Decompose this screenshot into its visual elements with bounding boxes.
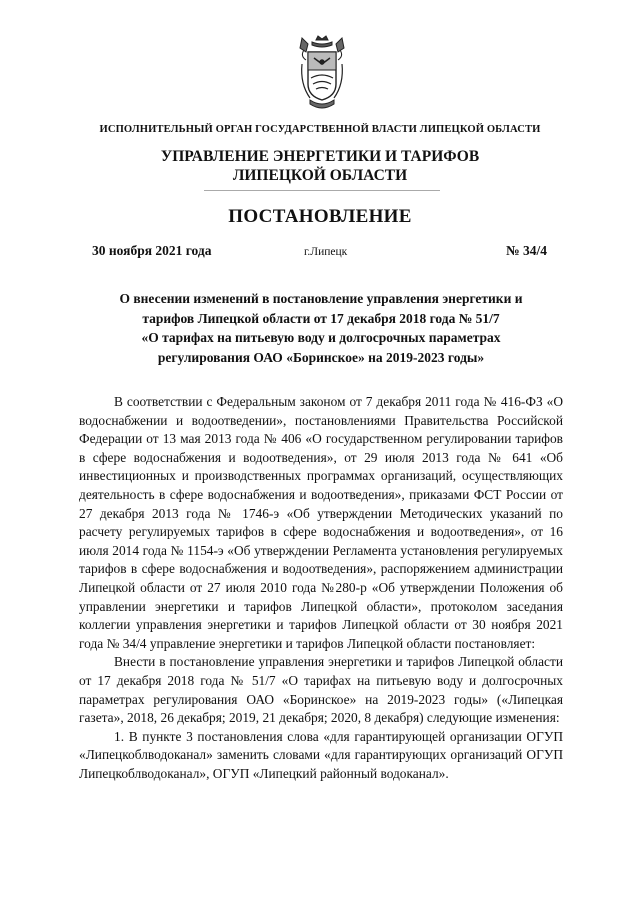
subject-line: регулирования ОАО «Боринское» на 2019-2023 годы»	[157, 349, 485, 365]
coat-of-arms-emblem	[296, 34, 348, 112]
subject-line: О внесении изменений в постановление управления энергетики и	[119, 291, 523, 306]
document-body	[79, 393, 563, 783]
body-paragraph: 1. В пункте 3 постановления слова «для гарантирующей организации ОГУП «Липецкоблводоканал» заменить словами «для гарантирующих организаций ОГУП Липецкоблводоканал», ОГУП «Липецкий районный водоканал».	[79, 728, 563, 781]
department-name	[0, 147, 640, 185]
body-paragraph: Внести в постановление управления энергетики и тарифов Липецкой области от 17 декабря 2018 года № 51/7 «О тарифах на питьевую воду и долгосрочных параметрах регулирования ОАО «Боринское» на 2019-2023 годы» («Липецкая газета», 2018, 26 декабря; 2019, 21 декабря; 2020, 8 декабря) следующие изменения:	[79, 654, 563, 726]
department-name-line: УПРАВЛЕНИЕ ЭНЕРГЕТИКИ И ТАРИФОВ	[160, 148, 480, 165]
header-divider	[204, 190, 440, 191]
document-type-title: ПОСТАНОВЛЕНИЕ	[228, 206, 412, 227]
document-city: г.Липецк	[304, 246, 348, 258]
document-number: № 34/4	[506, 243, 547, 258]
issuing-authority: ИСПОЛНИТЕЛЬНЫЙ ОРГАН ГОСУДАРСТВЕННОЙ ВЛАСТИ ЛИПЕЦКОЙ ОБЛАСТИ	[99, 124, 541, 135]
document-date: 30 ноября 2021 года	[92, 243, 212, 258]
body-paragraph: В соответствии с Федеральным законом от 7 декабря 2011 года № 416-ФЗ «О водоснабжении и водоотведении», постановлениями Правительства Российской Федерации от 13 мая 2013 года № 406 «О государственном регулировании тарифов в сфере водоснабжения и водоотведения», от 29 июля 2013 года № 641 «Об инвестиционных и производственных программах организаций, осуществляющих деятельность в сфере водоснабжения и водоотведения», приказами ФСТ России от 27 декабря 2013 года № 1746-э «Об утверждении Методических указаний по расчету регулируемых тарифов в сфере водоснабжения и водоотведения», от 16 июля 2014 года № 1154-э «Об утверждении Регламента установления регулируемых тарифов в сфере водоснабжения и водоотведения», распоряжением администрации Липецкой области от 27 июля 2010 года №280-р «Об утверждении Положения об управлении энергетики и тарифов Липецкой области», протоколом заседания коллегии управления энергетики и тарифов Липецкой области от 30 ноября 2021 года № 34/4 управление энергетики и тарифов Липецкой области постановляет:	[79, 394, 563, 651]
subject-line: «О тарифах на питьевую воду и долгосрочных параметрах	[141, 330, 501, 345]
department-name-line: ЛИПЕЦКОЙ ОБЛАСТИ	[232, 167, 408, 184]
subject-line: тарифов Липецкой области от 17 декабря 2018 года № 51/7	[142, 310, 500, 326]
document-subject	[86, 289, 556, 367]
